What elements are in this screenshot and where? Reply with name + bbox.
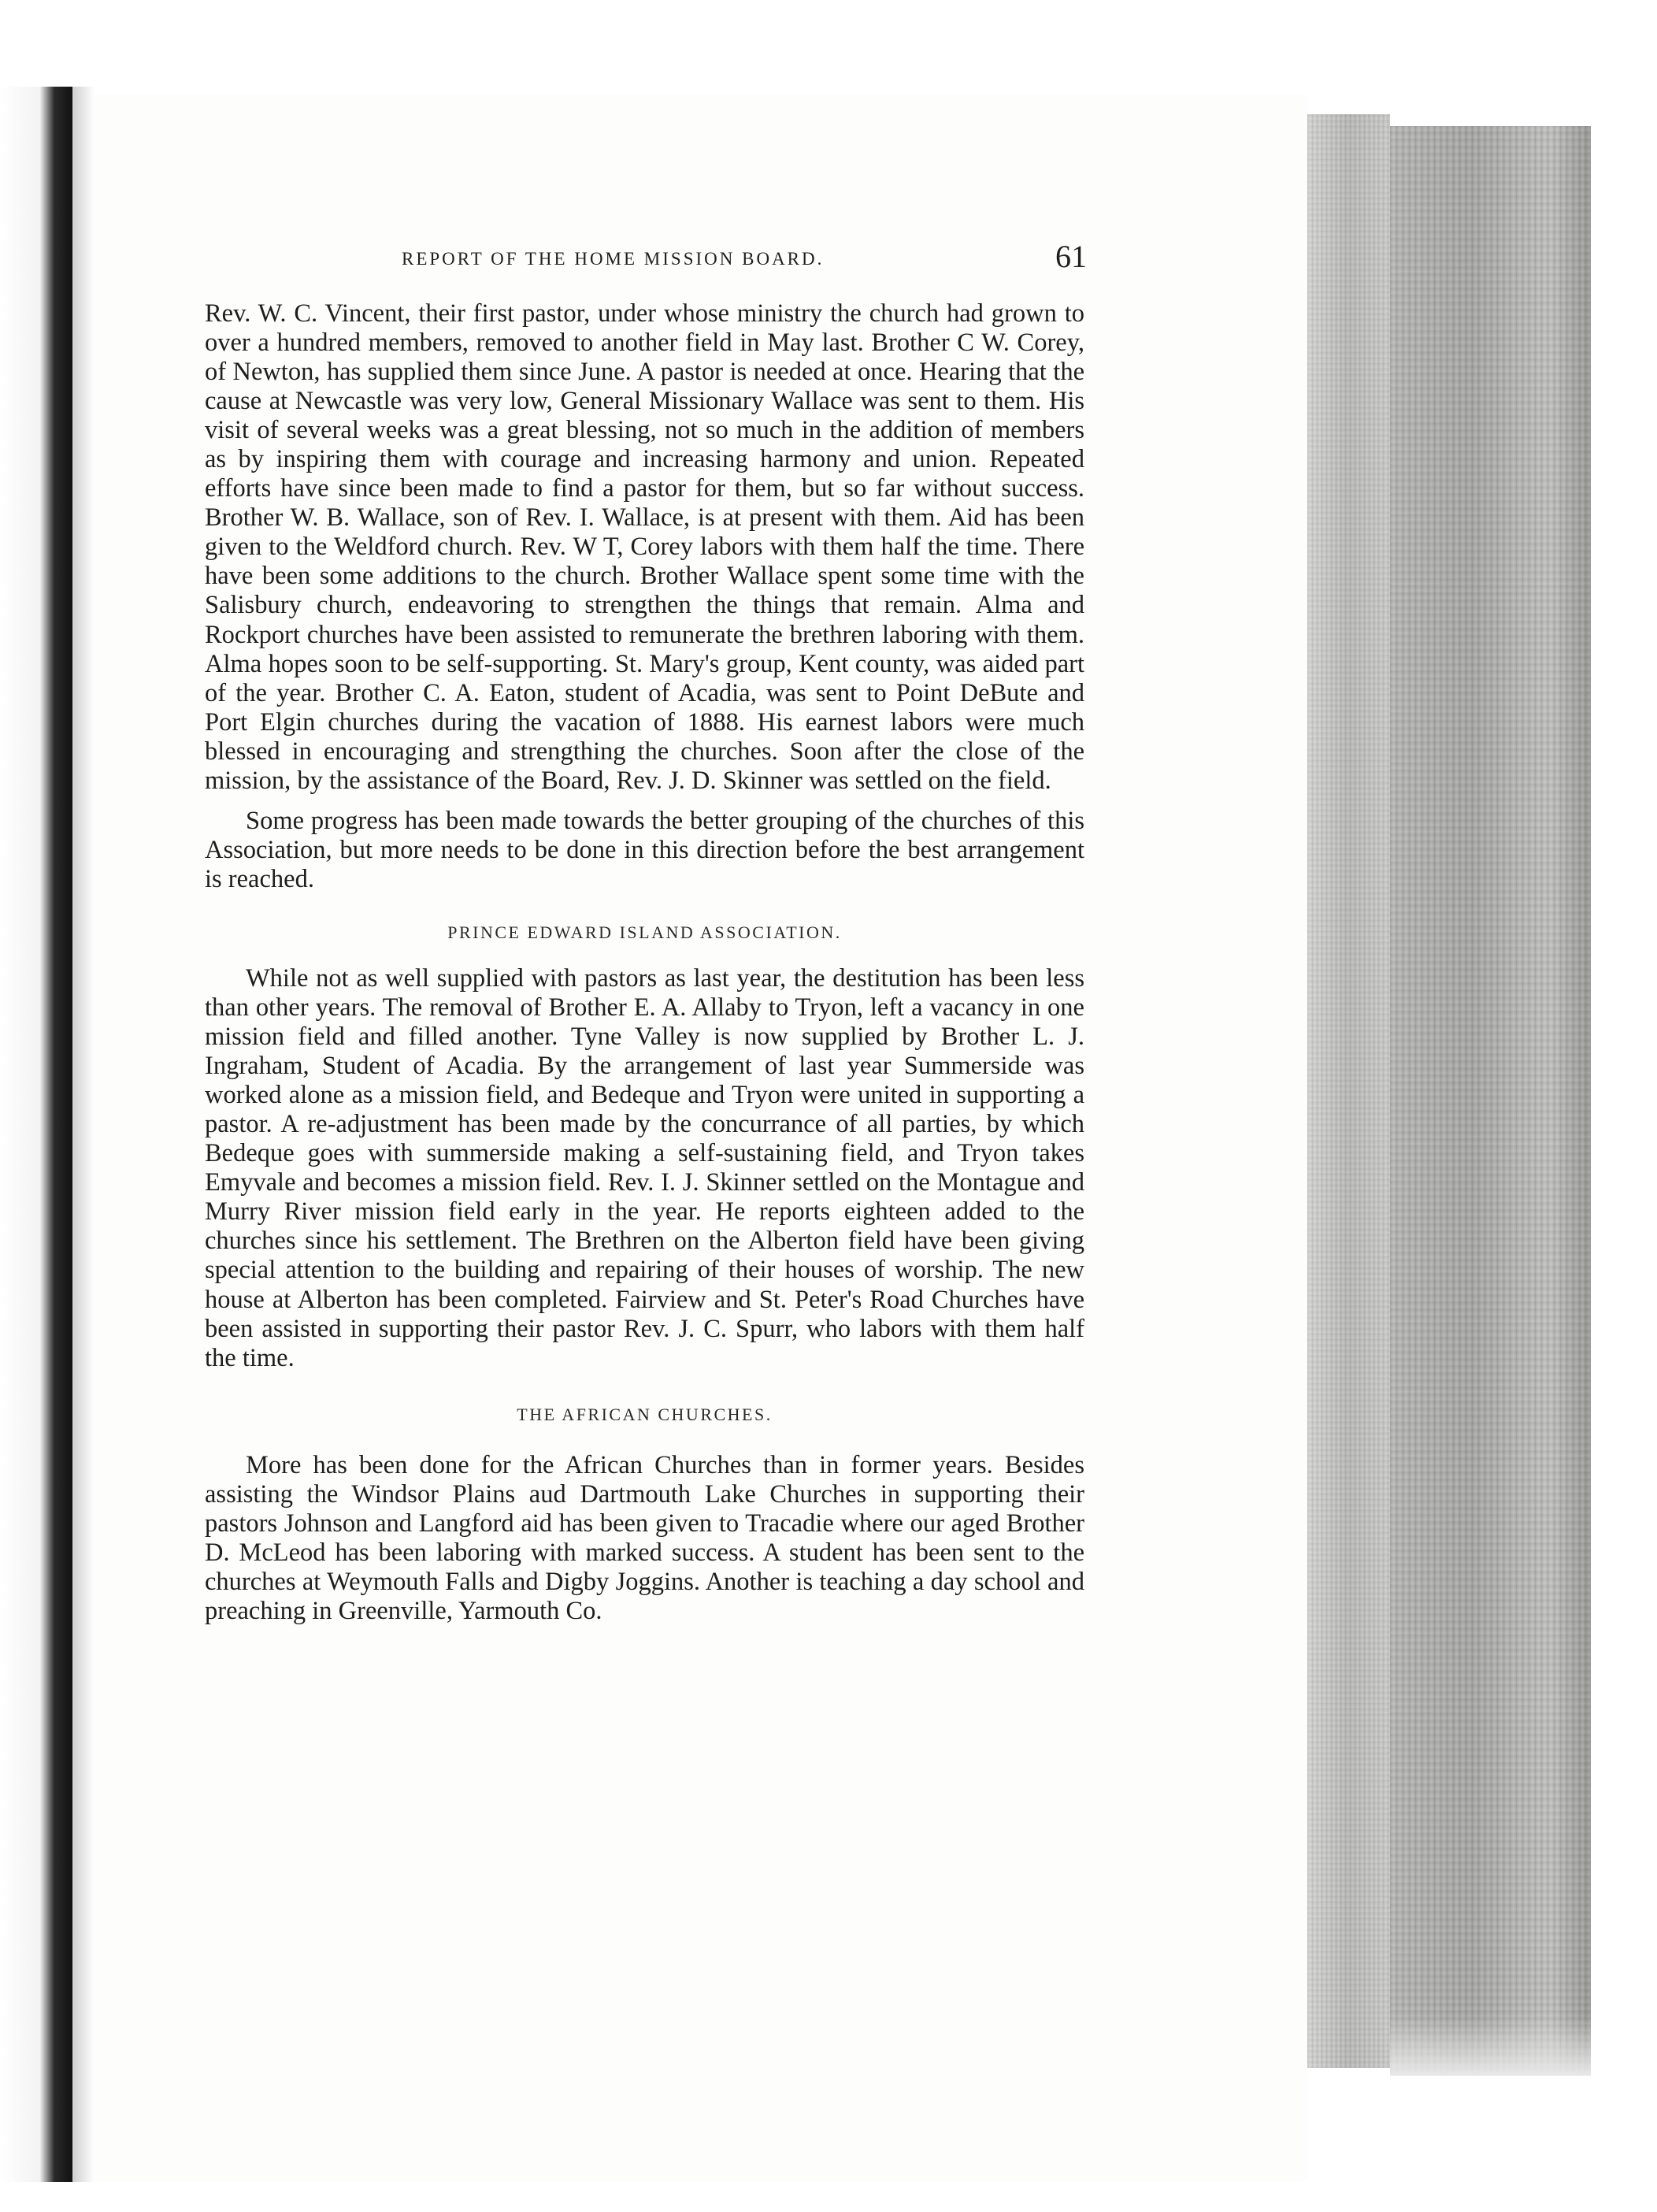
paragraph-grouping: Some progress has been made towards the better grouping of the churches of this Association, but more needs to be done in this direction before the best arrangement is reached. [205, 806, 1084, 893]
paragraph-pei: While not as well supplied with pastors as last year, the destitution has been less than other years. The removal of Brother E. A. Allaby to Tryon, left a vacancy in one mission field and filled another. Tyne Valley is now supplied by Brother L. J. Ingraham, Student of Acadia. By the arrangement of last year Summerside was worked alone as a mission field, and Bedeque and Tryon were united in supporting a pastor. A re-adjustment has been made by the concurrance of all parties, by which Bedeque goes with summerside making a self-sustaining field, and Tryon takes Emyvale and becomes a mission field. Rev. I. J. Skinner settled on the Montague and Murry River mission field early in the year. He reports eighteen added to the churches since his settlement. The Brethren on the Alberton field have been giving special attention to the building and repairing of their houses of worship. The new house at Alberton has been completed. Fairview and St. Peter's Road Churches have been assisted in supporting their pastor Rev. J. C. Spurr, who labors with them half the time. [205, 964, 1084, 1372]
page-stack-edge [1307, 114, 1390, 2068]
paragraph-gap [205, 796, 1084, 807]
book-fore-edge [1390, 126, 1591, 2076]
previous-page-edge [0, 87, 72, 2182]
section-heading-african: THE AFRICAN CHURCHES. [517, 1404, 773, 1424]
fore-edge-fade [1390, 2017, 1591, 2076]
page-number: 61 [1055, 239, 1087, 274]
running-head: REPORT OF THE HOME MISSION BOARD. [402, 249, 825, 269]
page-body [205, 299, 1084, 1626]
gutter-shadow [72, 87, 95, 2182]
paragraph-new-brunswick: Rev. W. C. Vincent, their first pastor, under whose ministry the church had grown to over a hundred members, removed to another field in May last. Brother C W. Corey, of Newton, has supplied them since June. A pastor is needed at once. Hearing that the cause at Newcastle was very low, General Missionary Wallace was sent to them. His visit of several weeks was a great blessing, not so much in the addition of members as by inspiring them with courage and increasing harmony and union. Repeated efforts have since been made to find a pastor for them, but so far without success. Brother W. B. Wallace, son of Rev. I. Wallace, is at present with them. Aid has been given to the Weldford church. Rev. W T, Corey labors with them half the time. There have been some additions to the church. Brother Wallace spent some time with the Salisbury church, endeavoring to strengthen the things that remain. Alma and Rockport churches have been assisted to remunerate the brethren laboring with them. Alma hopes soon to be self-supporting. St. Mary's group, Kent county, was aided part of the year. Brother C. A. Eaton, student of Acadia, was sent to Point DeBute and Port Elgin churches during the vacation of 1888. His earnest labors were much blessed in encouraging and strengthing the churches. Soon after the close of the mission, by the assistance of the Board, Rev. J. D. Skinner was settled on the field. [205, 299, 1084, 795]
paragraph-african: More has been done for the African Churches than in former years. Besides assisting the Windsor Plains aud Dartmouth Lake Churches in supporting their pastors Johnson and Langford aid has been given to Tracadie where our aged Brother D. McLeod has been laboring with marked success. A student has been sent to the churches at Weymouth Falls and Digby Joggins. Another is teaching a day school and preaching in Greenville, Yarmouth Co. [205, 1450, 1084, 1625]
section-heading-pei: PRINCE EDWARD ISLAND ASSOCIATION. [447, 922, 842, 942]
page-header [205, 239, 1087, 277]
